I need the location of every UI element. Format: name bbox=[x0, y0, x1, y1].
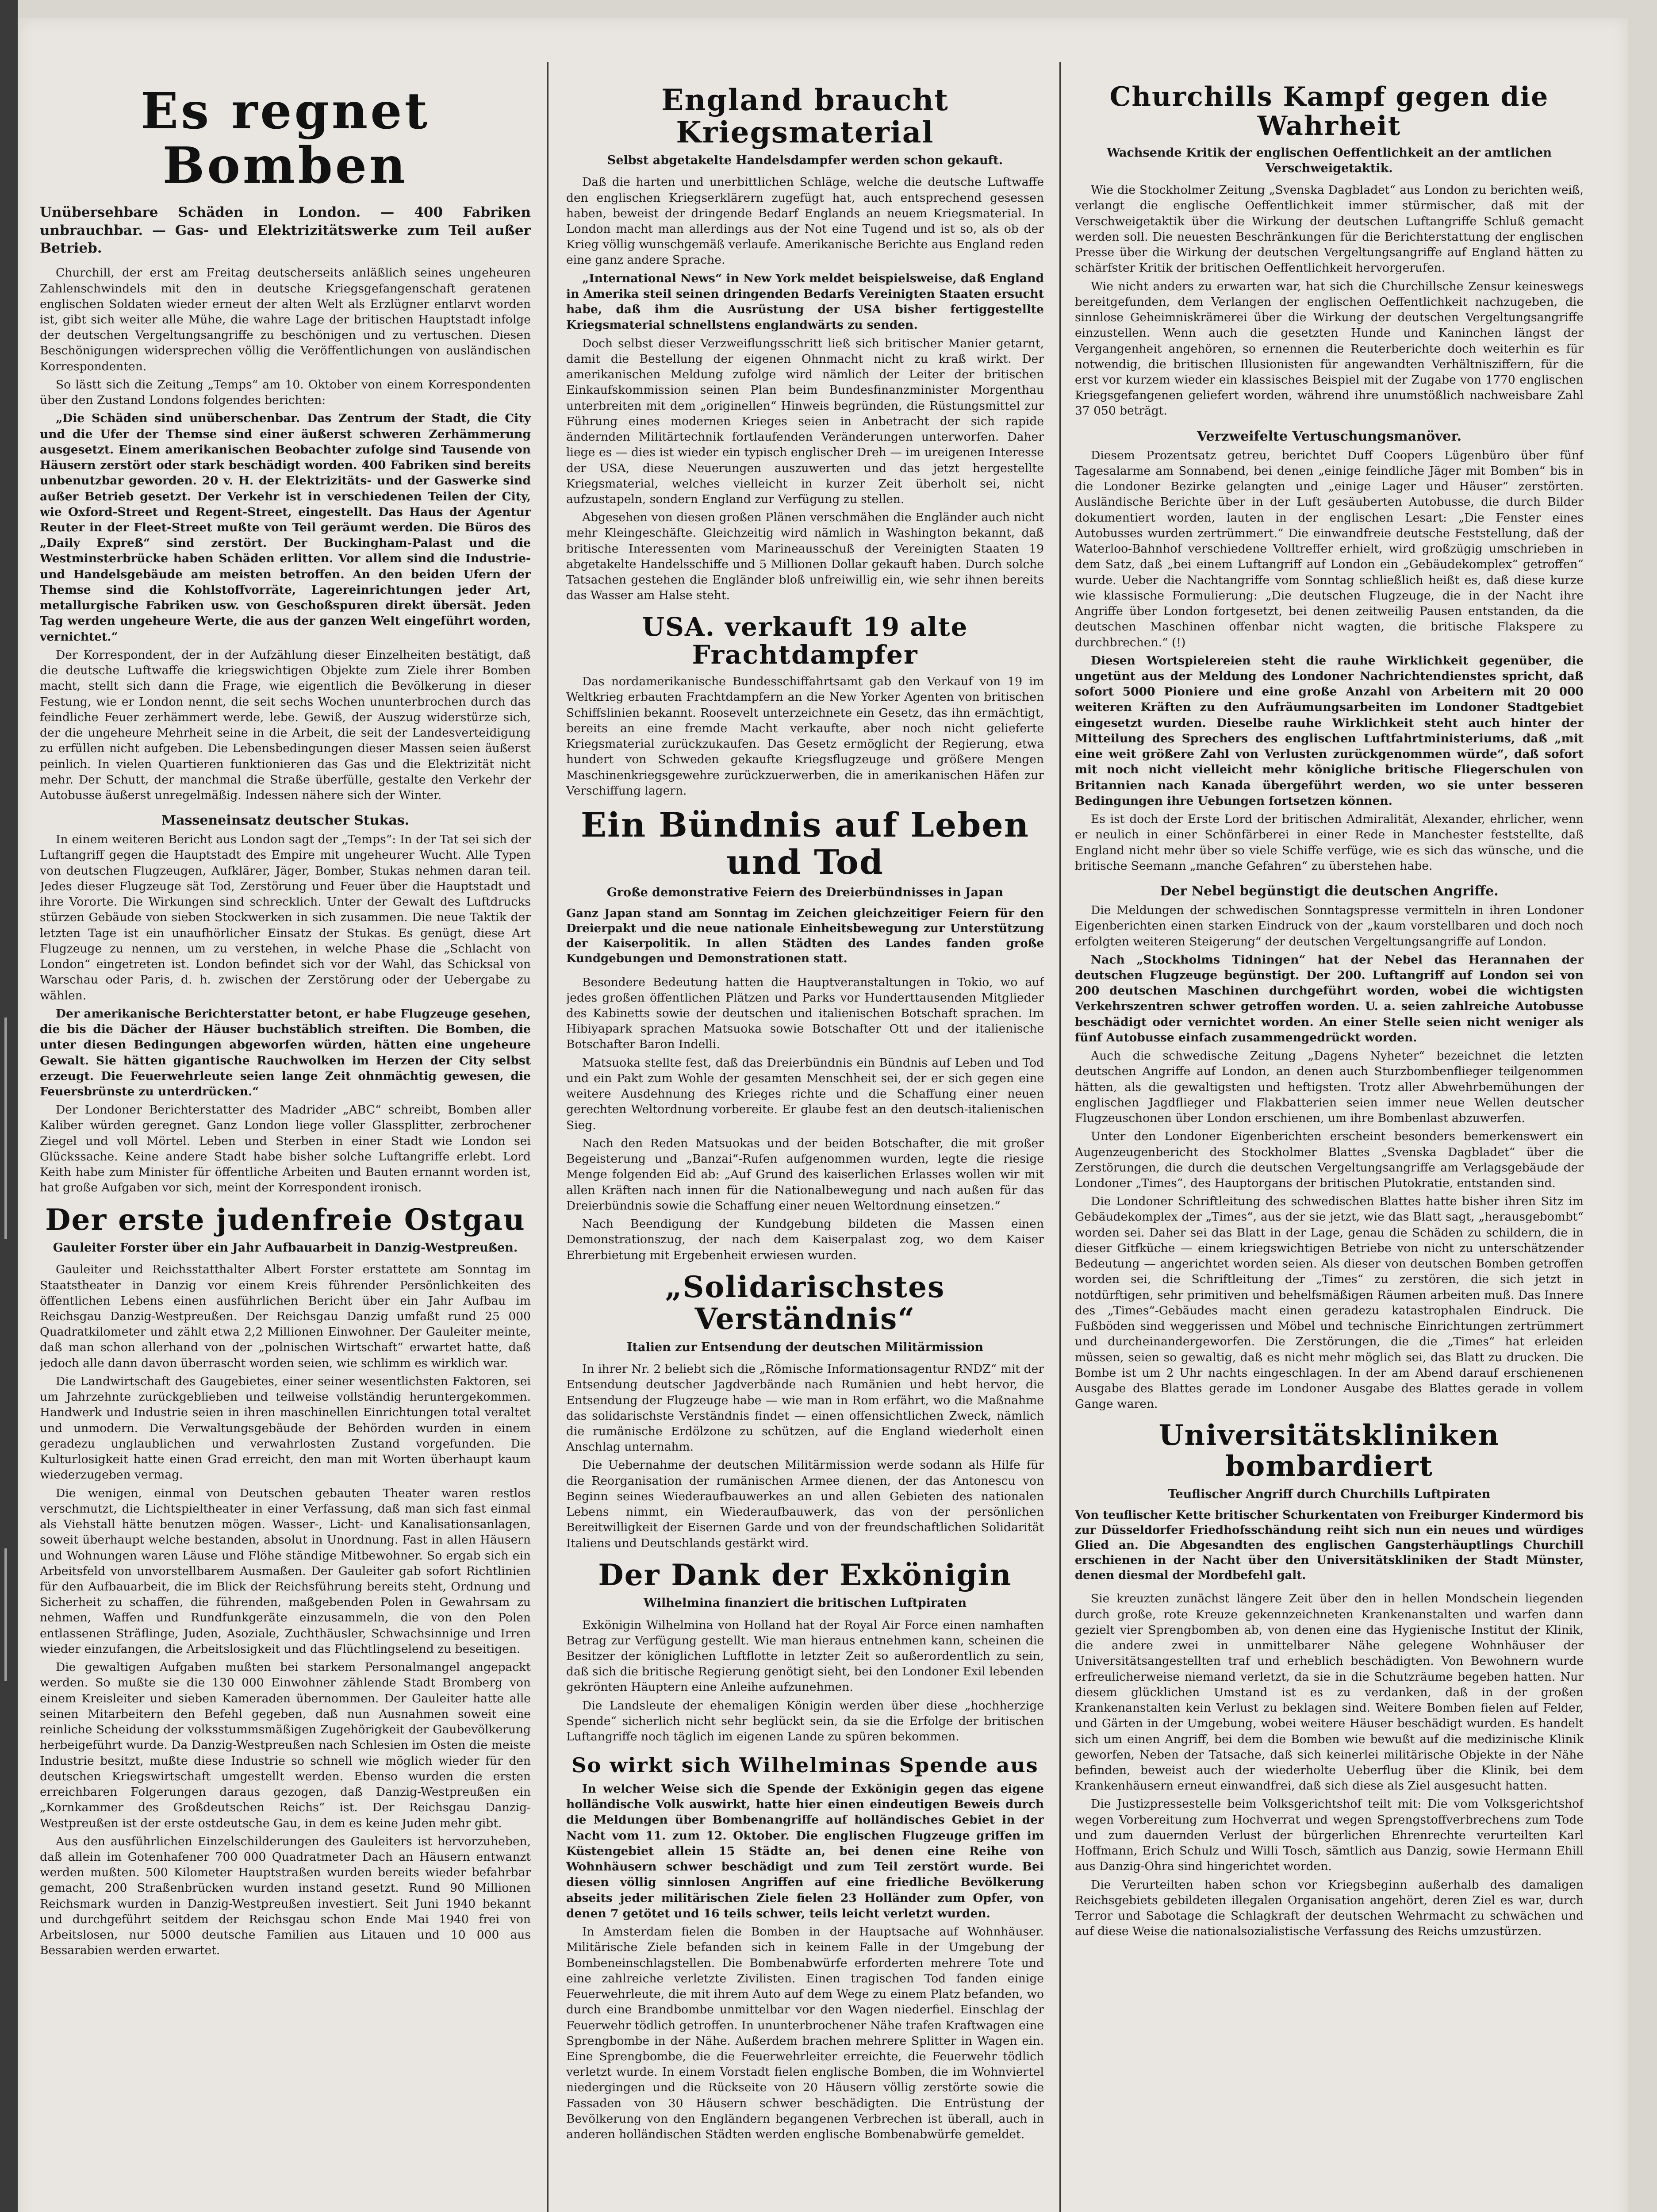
article-paragraph: Wie die Stockholmer Zeitung „Svenska Dagbladet“ aus London zu berichten weiß, verlangt die englische Oeffentlichkeit immer stürmischer, daß mit der Verschweigetaktik über die Wirkung der deutschen Luftangriffe Schluß gemacht werden soll. Die neuesten Beschränkungen für die Berichterstattung der englischen Presse über die Wirkung der deutschen Vergeltungsangriffe auf England hätten zu schärfster Kritik der britischen Oeffentlichkeit hervorgerufen. bbox=[1075, 183, 1584, 275]
column-right bbox=[1075, 66, 1584, 2212]
article-paragraph: Daß die harten und unerbittlichen Schläge, welche die deutsche Luftwaffe den englischen Kriegserklärern zugefügt hat, auch entsprechend gesessen haben, beweist der dringende Bedarf Englands an neuem Kriegsmaterial. In London macht man allerdings aus der Not eine Tugend und ist so, als ob der Krieg völlig wunschgemäß verlaufe. Amerikanische Berichte aus England reden eine ganz andere Sprache. bbox=[566, 175, 1044, 267]
article-paragraph: Der amerikanische Berichterstatter betont, er habe Flugzeuge gesehen, die bis die Dächer der Häuser buchstäblich streiften. Die Bomben, die unter diesen Bedingungen abgeworfen würden, hätten eine ungeheure Gewalt. Sie hätten gigantische Rauchwolken im Herzen der City selbst erzeugt. Die Feuerwehrleute seien lange Zeit ohnmächtig gewesen, die Feuersbrünste zu unterdrücken.“ bbox=[40, 1006, 531, 1098]
headline-judenfreie-ostgau: Der erste judenfreie Ostgau bbox=[45, 1202, 525, 1237]
column-rule bbox=[547, 62, 548, 2212]
article-paragraph: Churchill, der erst am Freitag deutscherseits anläßlich seines ungeheuren Zahlenschwindels mit den in deutsche Kriegsgefangenschaft geratenen englischen Soldaten wieder erneut der alten Welt als Erzlügner entlarvt worden ist, gibt sich weiter alle Mühe, die wahre Lage der britischen Hauptstadt infolge der deutschen Vergeltungsangriffe zu beschönigen und zu vertuschen. Diesen Beschönigungen widersprechen völlig die Veröffentlichungen von ausländischen Korrespondenten. bbox=[40, 266, 531, 373]
article-paragraph: Die gewaltigen Aufgaben mußten bei starkem Personalmangel angepackt werden. So mußte sie die 130 000 Einwohner zählende Stadt Bromberg von einem Kreisleiter und sieben Kameraden übernommen. Der Gauleiter hatte alle seinen Mitarbeitern den Befehl gegeben, daß nun Ausnahmen soweit eine reinliche Scheidung der volksstummsmäßigen Zugehörigkeit der Gaubevölkerung herbeigeführt wurde. Da Danzig-Westpreußen nach Schlesien im Osten die meiste Industrie besitzt, mußte diese Industrie so schnell wie möglich wieder für den deutschen Kriegswirtschaft umgestellt werden. Ebenso wurden die ersten erreichbaren Folgerungen daraus gezogen, daß Danzig-Westpreußen ein „Kornkammer des Großdeutschen Reichs“ ist. Der Reichsgau Danzig-Westpreußen ist der erste ostdeutsche Gau, in dem es keine Juden mehr gibt. bbox=[40, 1660, 531, 1830]
article-paragraph: Die Londoner Schriftleitung des schwedischen Blattes hatte bisher ihren Sitz im Gebäudekomplex der „Times“, aus der sie jetzt, wie das Blatt sagt, „herausgebombt“ worden sei. Daher sei das Blatt in der Lage, genau die Schäden zu schildern, die in dieser Gitfküche — einem kriegswichtigen Betriebe von nicht zu unterschätzender Bedeutung — angerichtet worden seien. Als dieser von deutschen Bomben getroffen worden sei, die Schriftleitung der „Times“ zu zerstören, die sich jetzt in notdürftigen, sehr primitiven und behelfsmäßigen Räumen arbeiten muß. Das Innere des „Times“-Gebäudes macht einen geradezu katastrophalen Eindruck. Die Fußböden sind weggerissen und Möbel und technische Einrichtungen zertrümmert und durcheinandergeworfen. Die Zerstörungen, die die „Times“ hat erleiden müssen, seien so gewaltig, daß es nicht mehr möglich sei, das Blatt zu drucken. Die Bombe ist um 2 Uhr nachts eingeschlagen. In der am Abend darauf erschienenen Ausgabe des Blattes gerade im Londoner Ausgabe des Blattes gerade in vollem Gange waren. bbox=[1075, 1194, 1584, 1411]
headline-churchills-kampf: Churchills Kampf gegen die Wahrheit bbox=[1109, 81, 1549, 142]
page-binding-edge bbox=[0, 0, 18, 2212]
article-subheadline: Wilhelmina finanziert die britischen Luftpiraten bbox=[643, 1596, 967, 1610]
article-paragraph: Doch selbst dieser Verzweiflungsschritt ließ sich britischer Manier getarnt, damit die Bestellung der eigenen Ohnmacht nicht zu kraß wirkt. Der amerikanischen Meldung zufolge wird nämlich der Leiter der britischen Einkaufskommission seinen Plan beim Bundesfinanzminister Morgenthau unterbreiten mit dem „originellen“ Hinweis begründen, die Rüstungsmittel zur Führung eines modernen Krieges seien in Anbetracht der sich rapide ändernden Militärtechnik fortlaufenden Veränderungen unterworfen. Daher liege es — dies ist wieder ein typisch englischer Dreh — im ureigenen Interesse der USA, diese Neuerungen auszuwerten und das jetzt hergestellte Kriegsmaterial, welches vielleicht in kurzer Zeit überholt sei, nicht aufzustapeln, sondern England zur Verfügung zu stellen. bbox=[566, 336, 1044, 506]
headline-wilhelminas-spende: So wirkt sich Wilhelminas Spende aus bbox=[572, 1753, 1039, 1778]
article-paragraph: Die Meldungen der schwedischen Sonntagspresse vermitteln in ihren Londoner Eigenberichten einen starken Eindruck von der „kaum vorstellbaren und doch noch erfolgten weiteren Steigerung“ der deutschen Vergeltungsangriffe auf London. bbox=[1075, 903, 1584, 949]
article-subheadline: Große demonstrative Feiern des Dreierbündnisses in Japan bbox=[606, 886, 1004, 900]
article-subheadline: Selbst abgetakelte Handelsdampfer werden schon gekauft. bbox=[607, 154, 1003, 168]
article-paragraph: Nach Beendigung der Kundgebung bildeten die Massen einen Demonstrationszug, der nach dem Kaiserpalast zog, wo dem Kaiser Ehrerbietung mit Ergebenheit erwiesen wurden. bbox=[566, 1217, 1044, 1262]
article-paragraph: Die Verurteilten haben schon vor Kriegsbeginn außerhalb des damaligen Reichsgebiets gebildeten illegalen Organisation angehört, deren Ziel es war, durch Terror und Sabotage die Schlagkraft der deutschen Wehrmacht zu schwächen und auf diese Weise die nationalsozialistische Verfassung des Reichs umzustürzen. bbox=[1075, 1878, 1584, 1939]
article-paragraph: Sie kreuzten zunächst längere Zeit über den in hellen Mondschein liegenden durch große, rote Kreuze gekennzeichneten Krankenanstalten und warfen dann gezielt vier Sprengbomben ab, von denen eine das Hygienische Institut der Klinik, die andere zwei in unmittelbarer Nähe gelegene Wohnhäuser der Universitätsangestellten traf und erheblich beschädigten. Von Bewohnern wurde erfreulicherweise niemand verletzt, da sie in die Schutzräume begeben hatten. Nur diesem glücklichen Umstand ist es zu verdanken, daß in der großen Krankenanstalten kein Verlust zu beklagen sind. Weitere Bomben fielen auf Felder, und Gärten in der Umgebung, wobei weitere Häuser beschädigt wurden. Es handelt sich um einen Angriff, bei dem die Bomben wie bewußt auf die medizinische Klinik geworfen, Neben der Tatsache, daß sich keinerlei militärische Objekte in der Nähe befinden, beweist auch der wiederholte Ueberflug über die Klinik, bei dem Krankenhäusern erneut einwandfrei, daß sich diese als Ziel ausgesucht hatten. bbox=[1075, 1592, 1584, 1793]
column-left bbox=[40, 66, 531, 2212]
article-paragraph: „Die Schäden sind unüberschenbar. Das Zentrum der Stadt, die City und die Ufer der Themse sind einer äußerst schweren Zerhämmerung ausgesetzt. Einem amerikanischen Beobachter zufolge sind Tausende von Häusern zerstört oder stark beschädigt worden. 400 Fabriken sind bereits unbenutzbar geworden. 20 v. H. der Elektrizitäts- und der Gaswerke sind außer Betrieb gesetzt. Der Verkehr ist in verschiedenen Teilen der City, wie Oxford-Street und Regent-Street, eingestellt. Das Haus der Agentur Reuter in der Fleet-Street mußte von Teil geräumt werden. Die Büros des „Daily Expreß“ sind zerstört. Der Buckingham-Palast und die Westminsterbrücke haben Schäden erlitten. Vor allem sind die Industrie- und Handelsgebäude am meisten betroffen. An den beiden Ufern der Themse sind die Kohlstoffvorräte, Lagereinrichtungen jeder Art, metallurgische Fabriken usw. von Geschoßspuren direkt übersät. Jeden Tag werden ungeheure Werte, die aus der ganzen Welt eingeführt worden, vernichtet.“ bbox=[40, 411, 531, 644]
column-rule bbox=[1059, 62, 1061, 2212]
section-heading: Masseneinsatz deutscher Stukas. bbox=[161, 813, 410, 829]
article-paragraph: Der Londoner Berichterstatter des Madrider „ABC“ schreibt, Bomben aller Kaliber würden geregnet. Ganz London liege voller Glassplitter, zerbrochener Ziegel und voll Mörtel. Leben und Sterben in einer Stadt wie London sei Glückssache. Keine andere Stadt habe bisher solche Luftangriffe erlebt. Lord Keith habe zum Minister für öffentliche Arbeiten und Bauten ernannt worden ist, hat große Aufgaben vor sich, meint der Korrespondent ironisch. bbox=[40, 1103, 531, 1195]
article-paragraph: Unter den Londoner Eigenberichten erscheint besonders bemerkenswert ein Augenzeugenbericht des Stockholmer Blattes „Svenska Dagbladet“ über die Zerstörungen, die durch die deutschen Vergeltungsangriffe am Verlagsgebäude der Londoner „Times“, des Hauptorgans der britischen Plutokratie, entstanden sind. bbox=[1075, 1129, 1584, 1190]
article-paragraph: In welcher Weise sich die Spende der Exkönigin gegen das eigene holländische Volk auswirkt, hatte hier einen eindeutigen Beweis durch die Meldungen über Bombenangriffe auf holländisches Gebiet in der Nacht vom 11. zum 12. Oktober. Die englischen Flugzeuge griffen im Küstengebiet allein 15 Städte an, bei denen eine Reihe von Wohnhäusern schwer beschädigt und zum Teil zerstört wurde. Bei diesen völlig sinnlosen Angriffen auf eine friedliche Bevölkerung abseits jeder militärischen Ziele fielen 23 Holländer zum Opfer, von denen 7 getötet und 16 teils schwer, teils leicht verletzt wurden. bbox=[566, 1782, 1044, 1920]
article-paragraph: In Amsterdam fielen die Bomben in der Hauptsache auf Wohnhäuser. Militärische Ziele befanden sich in keinem Falle in der Umgebung der Bombeneinschlagstellen. Die Bombenabwürfe erforderten mehrere Tote und eine zahlreiche verletzte Zivilisten. Einen tragischen Tod fanden einige Feuerwehrleute, die mit ihrem Auto auf dem Wege zu einem Platz befanden, wo durch eine Brandbombe unmittelbar vor den Wagen niederfiel. Einschlag der Feuerwehr tödlich getroffen. In ununterbrochener Nähe trafen Kraftwagen eine Sprengbombe in der Nähe. Außerdem brachen mehrere Splitter in Wagen ein. Eine Sprengbombe, die die Feuerwehrleiter erreichte, die Feuerwehr tödlich verletzt wurde. In einem Vorstadt fielen englische Bomben, die im Wohnviertel niedergingen und die Rückseite von 20 Häusern völlig zerstörte sowie die Fassaden von 30 Häusern schwer beschädigten. Die Entrüstung der Bevölkerung von den Engländern begangenen Verbrechen ist überall, auch in anderen holländischen Städten werden englische Bombenabwürfe gemeldet. bbox=[566, 1925, 1044, 2142]
article-paragraph: Auch die schwedische Zeitung „Dagens Nyheter“ bezeichnet die letzten deutschen Angriffe auf London, an denen auch Sturzbombenflieger teilgenommen hätten, als die gewaltigsten und heftigsten. Trotz aller Abwehrbemühungen der englischen Jagdflieger und Flakbatterien seien immer neue Wellen deutscher Flugzeuschonen über London erschienen, um ihre Bombenlast abzuwerfen. bbox=[1075, 1049, 1584, 1125]
article-paragraph: Gauleiter und Reichsstatthalter Albert Forster erstattete am Sonntag im Staatstheater in Danzig vor einem Kreis führender Persönlichkeiten des öffentlichen Lebens einen ausführlichen Bericht über ein Jahr Aufbau im Reichsgau Danzig-Westpreußen. Der Reichsgau Danzig umfaßt rund 25 000 Quadratkilometer und zählt etwa 2,2 Millionen Einwohner. Der Gauleiter meinte, daß man schon allerhand von der „polnischen Wirtschaft“ erwartet hatte, daß jedoch alle dann davon überrascht worden seien, wie schlimm es wirklich war. bbox=[40, 1263, 531, 1370]
article-paragraph: Die Uebernahme der deutschen Militärmission werde sodann als Hilfe für die Reorganisation der rumänischen Armee dienen, der das Antonescu von Beginn seines Wiederaufbauwerkes an und allen Gebieten des nationalen Lebens nimmt, ein Wiederaufbauwerk, das von der persönlichen Bereitwilligkeit der Eisernen Garde und von der freundschaftlichen Solidarität Italiens und Deutschlands gestärkt wird. bbox=[566, 1458, 1044, 1550]
headline-usa-frachtdampfer: USA. verkauft 19 alte Frachtdampfer bbox=[642, 611, 968, 670]
article-paragraph: Das nordamerikanische Bundesschiffahrtsamt gab den Verkauf von 19 im Weltkrieg erbauten Frachtdampfern an die New Yorker Agenten von britischen Schiffslinien bekannt. Roosevelt unterzeichnete ein Gesetz, das ihn ermächtigt, bereits an eine fremde Macht verkaufte, aber noch nicht gelieferte Kriegsmaterial zurückzukaufen. Das Gesetz ermöglicht der Regierung, etwa hundert von Schweden gekaufte Kriegsflugzeuge und größere Mengen Maschinenkriegsgewehre zurückzuerwerben, die in amerikanischen Häfen zur Verschiffung lagern. bbox=[566, 675, 1044, 798]
article-paragraph: In ihrer Nr. 2 beliebt sich die „Römische Informationsagentur RNDZ“ mit der Entsendung deutscher Jagdverbände nach Rumänien und hebt hervor, die Entsendung der Flugzeuge habe — wie man in Rom erfährt, wo die Maßnahme das solidarischste Verständnis findet — einen offensichtlichen Zweck, nämlich die rumänische Erdölzone zu schützen, auf die England wiederholt einen Anschlag unternahm. bbox=[566, 1362, 1044, 1454]
article-lede: Von teuflischer Kette britischer Schurkentaten von Freiburger Kindermord bis zur Düsseldorfer Friedhofsschändung reiht sich nun ein neues und würdiges Glied an. Die Abgesandten des englischen Gangsterhäuptlings Churchill erschienen in der Nacht über den Universitätskliniken der Stadt Münster, denen diesmal der Mordbefehl galt. bbox=[1075, 1509, 1584, 1582]
headline-england-kriegsmaterial: England braucht Kriegsmaterial bbox=[661, 83, 949, 150]
headline-es-regnet-bomben: Es regnet Bomben bbox=[140, 82, 430, 195]
headline-universitaetskliniken: Universitätskliniken bombardiert bbox=[1158, 1418, 1500, 1483]
binding-strip bbox=[4, 1548, 7, 1681]
article-paragraph: Der Korrespondent, der in der Aufzählung dieser Einzelheiten bestätigt, daß die deutsche Luftwaffe die kriegswichtigen Objekte zum Ziele ihrer Bomben macht, stellt sich dann die Frage, wie eigentlich die Bevölkerung in dieser Festung, wie er London nennt, die seit sechs Wochen ununterbrochen durch das feindliche Feuer zerhämmert werde, lebe. Gewiß, der Auszug widerstürze sich, der die ungeheure Mehrheit seine in die Arbeit, die seit der Landesverteidigung zu erfüllen nicht aufgeben. Die Lebensbedingungen dieser Massen seien äußerst peinlich. In vielen Quartieren funktionieren das Gas und die Elektrizität nicht mehr. Der Schutt, der manchmal die Straße überfülle, gestalte den Verkehr der Autobusse äußerst unregelmäßig. Indessen nähere sich der Winter. bbox=[40, 648, 531, 802]
article-paragraph: „International News“ in New York meldet beispielsweise, daß England in Amerika steil seinen dringenden Bedarfs Vereinigten Staaten ersucht habe, daß ihm die Ausrüstung der USA bisher fertiggestellte Kriegsmaterial schnellstens englandwärts zu senden. bbox=[566, 271, 1044, 332]
article-paragraph: Wie nicht anders zu erwarten war, hat sich die Churchillsche Zensur keineswegs bereitgefunden, dem Verlangen der englischen Oeffentlichkeit nachzugeben, die sinnlose Geheimniskrämerei über die Wirkung der deutschen Vergeltungsangriffe einzustellen. Wenn auch die gesetzten Hunde und Kaninchen längst der Vergangenheit angehören, so ernennen die Reuterberichte doch weiterhin es für notwendig, die britischen Illusionisten für angewandten Verhältnisziffern, für die erst vor kurzem wieder ein klassisches Beispiel mit der Zugabe von 1770 englischen Kriegsgefangenen geliefert worden, während ihre unumstößlich nachweisbare Zahl 37 050 beträgt. bbox=[1075, 279, 1584, 418]
article-paragraph: In einem weiteren Bericht aus London sagt der „Temps“: In der Tat sei sich der Luftangriff gegen die Hauptstadt des Empire mit ungeheurer Wucht. Alle Typen von deutschen Flugzeugen, Aufklärer, Jäger, Bomber, Stukas nehmen daran teil. Jedes dieser Flugzeuge sät Tod, Zerstörung und Feuer über die Hauptstadt und ihre Vororte. Die Wirkungen sind schrecklich. Unter der Gewalt des Luftdrucks stürzen Gebäude von sieben Stockwerken in sich zusammen. Die neue Taktik der letzten Tage ist ein unaufhörlicher Einsatz der Stukas. Es genügt, diese Art Flugzeuge zu nennen, um zu verstehen, in welche Phase die „Schlacht von London“ eingetreten ist. London befindet sich vor der Wahl, das Schicksal von Warschau oder Paris, d. h. zwischen der Zerstörung oder der Uebergabe zu wählen. bbox=[40, 833, 531, 1002]
article-paragraph: Nach den Reden Matsuokas und der beiden Botschafter, die mit großer Begeisterung und „Banzai“-Rufen aufgenommen wurden, legte die riesige Menge folgenden Eid ab: „Auf Grund des kaiserlichen Erlasses wollen wir mit allen Kräften nach innen für die Nationalbewegung und nach außen für das Dreierbündnis sowie die Schaffung einer neuen Weltordnung einsetzen.“ bbox=[566, 1136, 1044, 1213]
article-paragraph: Es ist doch der Erste Lord der britischen Admiralität, Alexander, ehrlicher, wenn er neulich in einer Schönfärberei in einer Rede in Manchester feststellte, daß England nicht mehr über so viele Schiffe verfüge, wie es sich das wünsche, und die britische Seemann „manche Gefahren“ zu überstehen habe. bbox=[1075, 812, 1584, 873]
headline-buendnis-leben-tod: Ein Bündnis auf Leben und Tod bbox=[581, 805, 1029, 882]
article-subheadline: Teuflischer Angriff durch Churchills Luftpiraten bbox=[1168, 1487, 1491, 1502]
article-paragraph: Diesem Prozentsatz getreu, berichtet Duff Coopers Lügenbüro über fünf Tagesalarme am Sonnabend, bei denen „einige feindliche Jäger mit Bomben“ bis in die Londoner Bezirke gelangten und „einige Lager und Häuser“ zerstörten. Ausländische Berichte über in der Luft gesäuberten Autobusse, die durch Bilder dokumentiert worden, lauten in der englischen Lesart: „Die Fenster eines Autobusses wurden zertrümmert.“ Die einwandfreie deutsche Feststellung, daß der Waterloo-Bahnhof verschiedene Volltreffer erhielt, wird großzügig umschrieben in dem Satz, daß „bei einem Luftangriff auf London ein „Gebäudekomplex“ getroffen“ wurde. Ueber die Nachtangriffe vom Sonntag schließlich heißt es, daß diese kurze wie klassische Formulierung: „Die deutschen Flugzeuge, die in der Nacht ihre Angriffe über London fortgesetzt, bei denen zeitweilig Pausen entstanden, da die deutschen Maschinen offenbar nicht wagten, die britische Flakspere zu durchbrechen.“ (!) bbox=[1075, 448, 1584, 649]
section-heading: Der Nebel begünstigt die deutschen Angriffe. bbox=[1160, 883, 1499, 899]
article-paragraph: Besondere Bedeutung hatten die Hauptveranstaltungen in Tokio, wo auf jedes großen öffentlichen Plätzen und Parks vor Hunderttausenden Mitglieder des Kabinetts sowie der deutschen und italienischen Botschaft sprachen. Im Hibiyapark sprachen Matsuoka sowie Botschafter Ott und der italienische Botschafter Baron Indelli. bbox=[566, 975, 1044, 1052]
article-subheadline: Italien zur Entsendung der deutschen Militärmission bbox=[626, 1340, 984, 1354]
binding-strip bbox=[4, 1018, 7, 1239]
article-lede: Unübersehbare Schäden in London. — 400 Fabriken unbrauchbar. — Gas- und Elektrizitätswerke zum Teil außer Betrieb. bbox=[40, 204, 531, 256]
article-paragraph: Abgesehen von diesen großen Plänen verschmähen die Engländer auch nicht mehr Kleingeschäfte. Gleichzeitig wird nämlich in Washington bekannt, daß britische Interessenten vom Marineausschuß der Vereinigten Staaten 19 abgetakelte Handelsschiffe und 5 Millionen Dollar gekauft haben. Durch solche Tatsachen gestehen die Engländer bloß unfreiwillig ein, wie sehr ihnen bereits das Wasser am Halse steht. bbox=[566, 511, 1044, 603]
article-paragraph: Die Landwirtschaft des Gaugebietes, einer seiner wesentlichsten Faktoren, sei um Jahrzehnte zurückgeblieben und teilweise vollständig heruntergekommen. Handwerk und Industrie seien in ihren maschinellen Einrichtungen total veraltet und unmodern. Die Verwaltungsgebäude der Behörden wurden in einem geradezu unglaublichen und verwahrlosten Zustand vorgefunden. Die Kulturlosigkeit hatte einen Grad erreicht, den man mit Worten überhaupt kaum wiederzugeben vermag. bbox=[40, 1374, 531, 1482]
article-paragraph: Die wenigen, einmal von Deutschen gebauten Theater waren restlos verschmutzt, die Lichtspieltheater in einer Verfassung, daß man sich fast einmal als Viehstall hätte benutzen mögen. Wasser-, Licht- und Kanalisationsanlagen, soweit überhaupt welche bestanden, absolut in Unordnung. Fast in allen Häusern und Wohnungen waren Läuse und Flöhe ständige Mitbewohner. So ergab sich ein Arbeitsfeld von unvorstellbarem Ausmaßen. Der Gauleiter gab sofort Richtlinien für den Aufbauarbeit, die im Blick der Reichsführung bereits steht, Ordnung und Sicherheit zu schaffen, die führenden, maßgebenden Polen in Gewahrsam zu nehmen, Waffen und Rundfunkgeräte einzusammeln, die von den Polen entlassenen Sträflinge, Juden, Asoziale, Zuchthäusler, Schwachsinnige und Irren wieder einzufangen, die Arbeitslosigkeit und das Flüchtlingselend zu beseitigen. bbox=[40, 1486, 531, 1656]
article-paragraph: Aus den ausführlichen Einzelschilderungen des Gauleiters ist hervorzuheben, daß allein im Gotenhafener 700 000 Quadratmeter Dach an Häusern entwanzt werden mußten. 500 Kilometer Hauptstraßen wurden bereits wieder befahrbar gemacht, 200 Straßenbrücken wurden instand gesetzt. Rund 90 Millionen Reichsmark wurden in Danzig-Westpreußen investiert. Seit Juni 1940 bekannt und durchgeführt seitdem der Reichsgau schon Ende Mai 1940 frei von Arbeitslosen, nur 5000 deutsche Familien aus Litauen und 10 000 aus Bessarabien werden erwartet. bbox=[40, 1834, 531, 1958]
article-paragraph: Exkönigin Wilhelmina von Holland hat der Royal Air Force einen namhaften Betrag zur Verfügung gestellt. Wie man hieraus entnehmen kann, scheinen die Besitzer der königlichen Luftflotte in letzter Zeit so außerordentlich zu sein, daß sich die britische Regierung genötigt sieht, bei den Londoner Exil lebenden gekrönten Häuptern eine Anleihe aufzunehmen. bbox=[566, 1618, 1044, 1694]
column-middle bbox=[566, 66, 1044, 2212]
article-subheadline: Gauleiter Forster über ein Jahr Aufbauarbeit in Danzig-Westpreußen. bbox=[53, 1241, 518, 1255]
article-paragraph: Die Landsleute der ehemaligen Königin werden über diese „hochherzige Spende“ sicherlich nicht sehr beglückt sein, da sie die Erfolge der britischen Luftangriffe noch täglich im eigenen Lande zu spüren bekommen. bbox=[566, 1698, 1044, 1744]
article-paragraph: Die Justizpressestelle beim Volksgerichtshof teilt mit: Die vom Volksgerichtshof wegen Vorbereitung zum Hochverrat und wegen Sprengstoffverbrechens zum Tode und zum dauernden Verlust der bürgerlichen Ehrenrechte verurteilten Karl Hoffmann, Erich Schulz und Willi Tosch, sämtlich aus Danzig, sowie Hermann Ehill aus Danzig-Ohra sind hingerichtet worden. bbox=[1075, 1797, 1584, 1874]
article-paragraph: Diesen Wortspielereien steht die rauhe Wirklichkeit gegenüber, die ungetünt aus der Meldung des Londoner Nachrichtendienstes spricht, daß sofort 5000 Pioniere und eine große Anzahl von Arbeitern mit 20 000 weiteren Kräften zu den Aufräumungsarbeiten im Londoner Stadtgebiet eingesetzt wurden. Dieselbe rauhe Wirklichkeit steht auch hinter der Mitteilung des Sprechers des englischen Luftfahrtministeriums, daß „mit eine weit größere Zahl von Verlusten zurückgenommen würde“, daß sofort mit noch nicht vielleicht mehr königliche britische Fliegerschulen von Britannien nach Kanada übergeführt werden, wo sie unter besseren Bedingungen ihre Uebungen fortsetzen können. bbox=[1075, 653, 1584, 808]
article-subheadline: Wachsende Kritik der englischen Oeffentlichkeit an der amtlichen Verschweigetaktik. bbox=[1106, 146, 1552, 176]
article-paragraph: Matsuoka stellte fest, daß das Dreierbündnis ein Bündnis auf Leben und Tod und ein Pakt zum Wohle der gesamten Menschheit sei, der er sich gegen eine weitere Ausdehnung des Krieges richte und die Schaffung einer neuen gerechten Weltordnung vorbereite. Er glaube fest an den deutsch-italienischen Sieg. bbox=[566, 1056, 1044, 1132]
headline-solidarischstes-verstaendnis: „Solidarischstes Verständnis“ bbox=[665, 1269, 945, 1336]
headline-dank-exkoenigin: Der Dank der Exkönigin bbox=[598, 1557, 1012, 1592]
article-lede: Ganz Japan stand am Sonntag im Zeichen gleichzeitiger Feiern für den Dreierpakt und die neue nationale Einheitsbewegung zur Unterstützung der Kaiserpolitik. In allen Städten des Landes fanden große Kundgebungen und Demonstrationen statt. bbox=[566, 907, 1044, 965]
article-paragraph: So lästt sich die Zeitung „Temps“ am 10. Oktober von einem Korrespondenten über den Zustand Londons folgendes berichten: bbox=[40, 377, 531, 407]
section-heading: Verzweifelte Vertuschungsmanöver. bbox=[1197, 428, 1462, 444]
article-paragraph: Nach „Stockholms Tidningen“ hat der Nebel das Herannahen der deutschen Flugzeuge begünstigt. Der 200. Luftangriff auf London sei von 200 deutschen Maschinen durchgeführt worden, wobei die wichtigsten Verkehrszentren schwer getroffen worden. U. a. seien zahlreiche Autobusse beschädigt oder vernichtet worden. An einer Stelle seien nicht weniger als fünf Autobusse einfach zusammengedrückt worden. bbox=[1075, 952, 1584, 1045]
